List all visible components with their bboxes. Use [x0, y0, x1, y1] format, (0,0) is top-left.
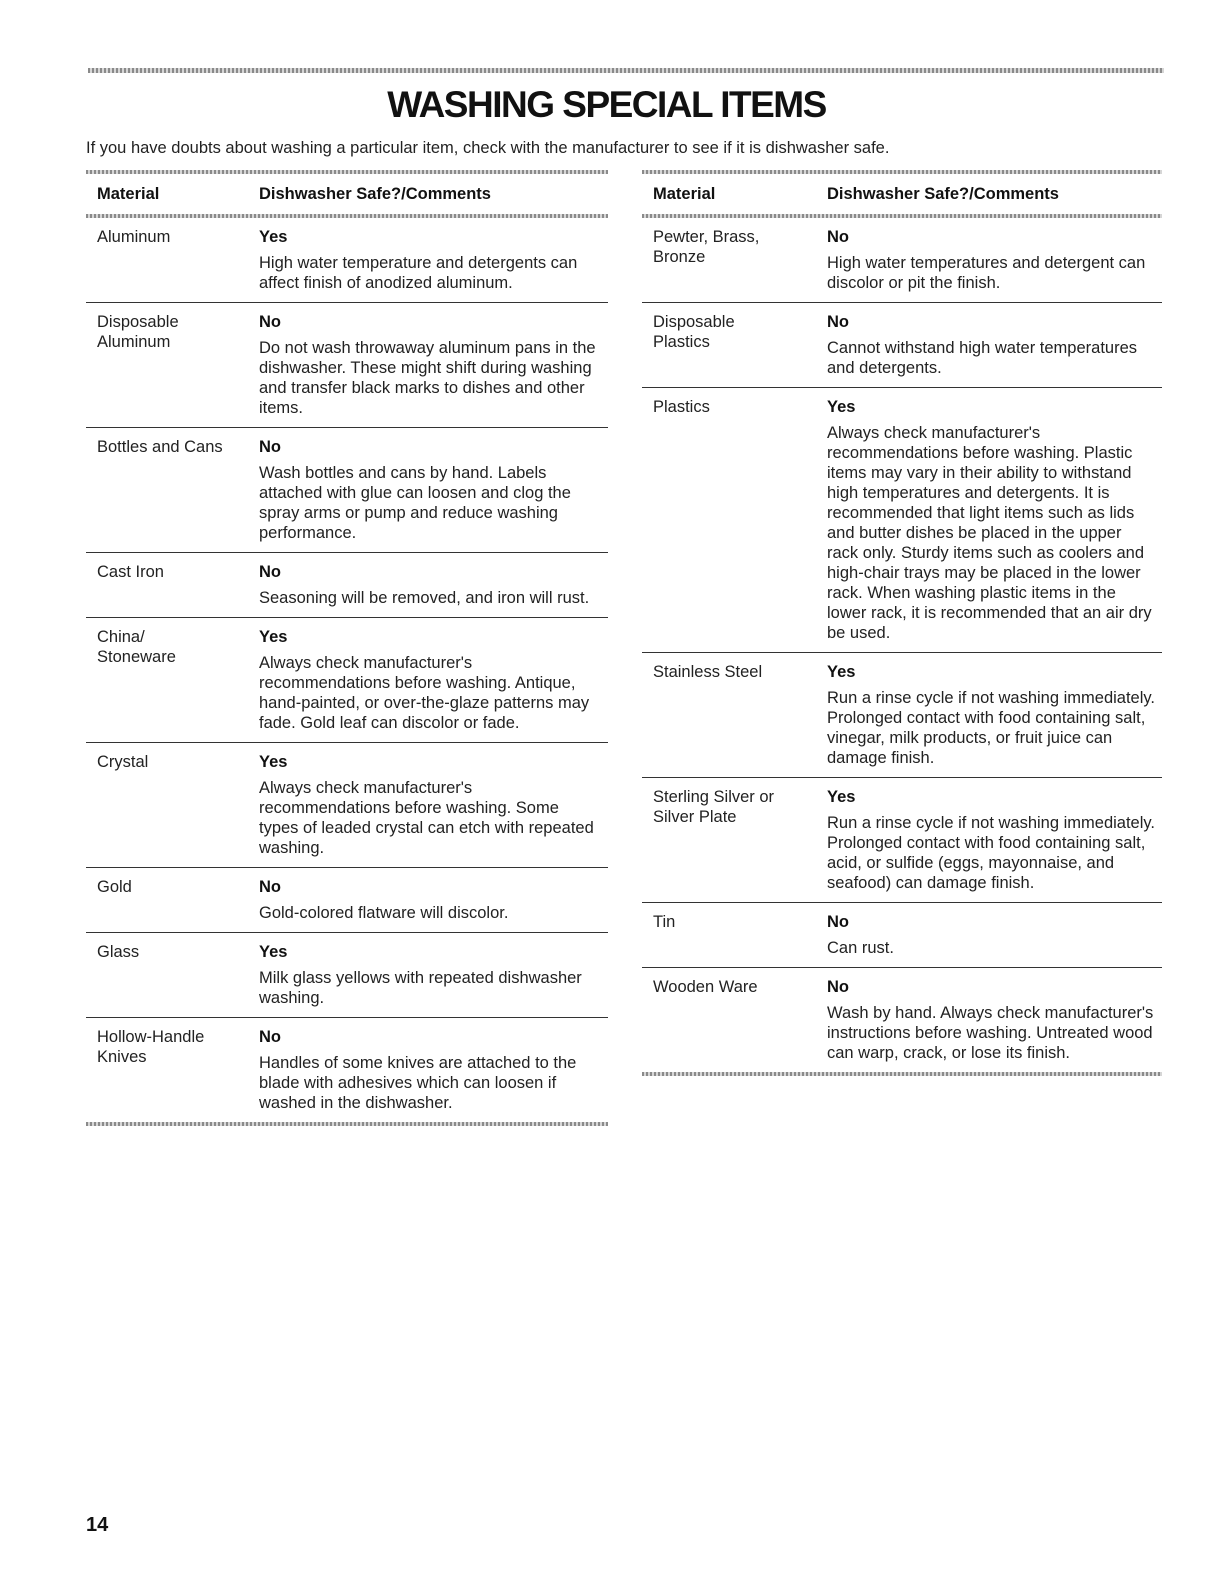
comment-cell — [827, 787, 1162, 893]
comment-cell — [259, 627, 608, 733]
right-table — [642, 170, 1162, 1076]
comment-text: Seasoning will be removed, and iron will rust. — [259, 589, 590, 607]
comment-cell — [259, 227, 608, 293]
comment-text: Always check manufacturer's recommendations before washing. Antique, hand-painted, or over-the-glaze patterns may fade. Gold leaf can discolor or fade. — [259, 654, 590, 732]
comment-cell — [827, 662, 1162, 768]
table-row — [642, 777, 1162, 902]
table-row — [86, 742, 608, 867]
comment-cell — [827, 397, 1162, 643]
table-row — [86, 552, 608, 617]
comment-cell — [827, 912, 1162, 958]
safe-verdict: No — [827, 228, 849, 246]
intro-text: If you have doubts about washing a particular item, check with the manufacturer to see if it is dishwasher safe. — [86, 139, 890, 157]
comment-text: Cannot withstand high water temperatures and detergents. — [827, 339, 1138, 377]
material-cell: Glass — [97, 943, 140, 961]
material-cell: Gold — [97, 878, 132, 896]
header-comments: Dishwasher Safe?/Comments — [259, 185, 491, 203]
table-bottom-dotted-rule — [642, 1072, 1162, 1076]
table-row — [642, 302, 1162, 387]
table-row — [86, 302, 608, 427]
comment-text: Handles of some knives are attached to the blade with adhesives which can loosen if washed in the dishwasher. — [259, 1054, 577, 1112]
safe-verdict: Yes — [259, 943, 288, 961]
comment-text: Always check manufacturer's recommendations before washing. Some types of leaded crystal can etch with repeated washing. — [259, 779, 594, 857]
comment-cell — [827, 977, 1162, 1063]
header-material: Material — [653, 185, 716, 203]
comment-text: High water temperature and detergents can affect finish of anodized aluminum. — [259, 254, 578, 292]
safe-verdict: No — [259, 438, 281, 456]
material-cell: China/ Stoneware — [97, 628, 176, 666]
safe-verdict: No — [827, 313, 849, 331]
table-row — [86, 867, 608, 932]
table-bottom-dotted-rule — [86, 1122, 608, 1126]
table-row — [642, 218, 1162, 302]
comment-text: Wash by hand. Always check manufacturer's instructions before washing. Untreated wood can warp, crack, or lose its finish. — [827, 1004, 1154, 1062]
comment-cell — [259, 877, 608, 923]
header-material: Material — [97, 185, 160, 203]
left-table — [86, 170, 608, 1126]
comment-text: Wash bottles and cans by hand. Labels attached with glue can loosen and clog the spray arms or pump and reduce washing performance. — [259, 464, 571, 542]
material-cell: Cast Iron — [97, 563, 164, 581]
safe-verdict: Yes — [827, 663, 856, 681]
table-header — [642, 174, 1162, 214]
material-cell: Wooden Ware — [653, 978, 758, 996]
table-row — [86, 427, 608, 552]
material-cell: Crystal — [97, 753, 149, 771]
comment-text: Do not wash throwaway aluminum pans in the dishwasher. These might shift during washing and transfer black marks to dishes and other items. — [259, 339, 596, 417]
comment-cell — [259, 752, 608, 858]
material-cell: Stainless Steel — [653, 663, 763, 681]
comment-cell — [259, 437, 608, 543]
table-row — [642, 387, 1162, 652]
material-cell: Disposable Plastics — [653, 313, 735, 351]
comment-cell — [827, 312, 1162, 378]
material-cell: Bottles and Cans — [97, 438, 223, 456]
page-number: 14 — [86, 1514, 109, 1536]
safe-verdict: No — [827, 978, 849, 996]
table-row — [86, 617, 608, 742]
comment-cell — [259, 942, 608, 1008]
safe-verdict: Yes — [259, 228, 288, 246]
safe-verdict: Yes — [259, 628, 288, 646]
safe-verdict: No — [827, 913, 849, 931]
comment-text: Always check manufacturer's recommendations before washing. Plastic items may vary in their ability to withstand high temperatures and detergents. It is recommended that light items such as lids and butter dishes be placed in the upper rack only. Sturdy items such as coolers and high-chair trays may be placed in the lower rack. When washing plastic items in the lower rack, it is recommended that an air dry be used. — [827, 424, 1152, 642]
comment-text: Run a rinse cycle if not washing immediately. Prolonged contact with food containing salt, acid, or sulfide (eggs, mayonnaise, and seafood) can damage finish. — [827, 814, 1156, 892]
material-cell: Pewter, Brass, Bronze — [653, 228, 760, 266]
safe-verdict: No — [259, 1028, 281, 1046]
table-row — [642, 902, 1162, 967]
top-dotted-rule — [88, 68, 1164, 73]
comment-cell — [259, 312, 608, 418]
header-comments: Dishwasher Safe?/Comments — [827, 185, 1059, 203]
table-row — [86, 1017, 608, 1122]
comment-text: Can rust. — [827, 939, 894, 957]
page-title: WASHING SPECIAL ITEMS — [387, 84, 826, 125]
table-row — [86, 218, 608, 302]
material-cell: Plastics — [653, 398, 710, 416]
comment-text: Gold-colored flatware will discolor. — [259, 904, 509, 922]
table-row — [642, 652, 1162, 777]
material-cell: Disposable Aluminum — [97, 313, 179, 351]
safe-verdict: Yes — [259, 753, 288, 771]
table-header — [86, 174, 608, 214]
table-body — [86, 218, 608, 1122]
comment-text: Milk glass yellows with repeated dishwasher washing. — [259, 969, 582, 1007]
comment-cell — [259, 562, 608, 608]
material-cell: Hollow-Handle Knives — [97, 1028, 205, 1066]
comment-text: Run a rinse cycle if not washing immediately. Prolonged contact with food containing salt, vinegar, milk products, or fruit juice can damage finish. — [827, 689, 1156, 767]
comment-cell — [827, 227, 1162, 293]
material-cell: Aluminum — [97, 228, 171, 246]
material-cell: Tin — [653, 913, 676, 931]
safe-verdict: No — [259, 313, 281, 331]
comment-text: High water temperatures and detergent can discolor or pit the finish. — [827, 254, 1146, 292]
comment-cell — [259, 1027, 608, 1113]
material-cell: Sterling Silver or Silver Plate — [653, 788, 775, 826]
table-body — [642, 218, 1162, 1072]
safe-verdict: Yes — [827, 398, 856, 416]
safe-verdict: Yes — [827, 788, 856, 806]
table-row — [86, 932, 608, 1017]
table-row — [642, 967, 1162, 1072]
safe-verdict: No — [259, 878, 281, 896]
safe-verdict: No — [259, 563, 281, 581]
